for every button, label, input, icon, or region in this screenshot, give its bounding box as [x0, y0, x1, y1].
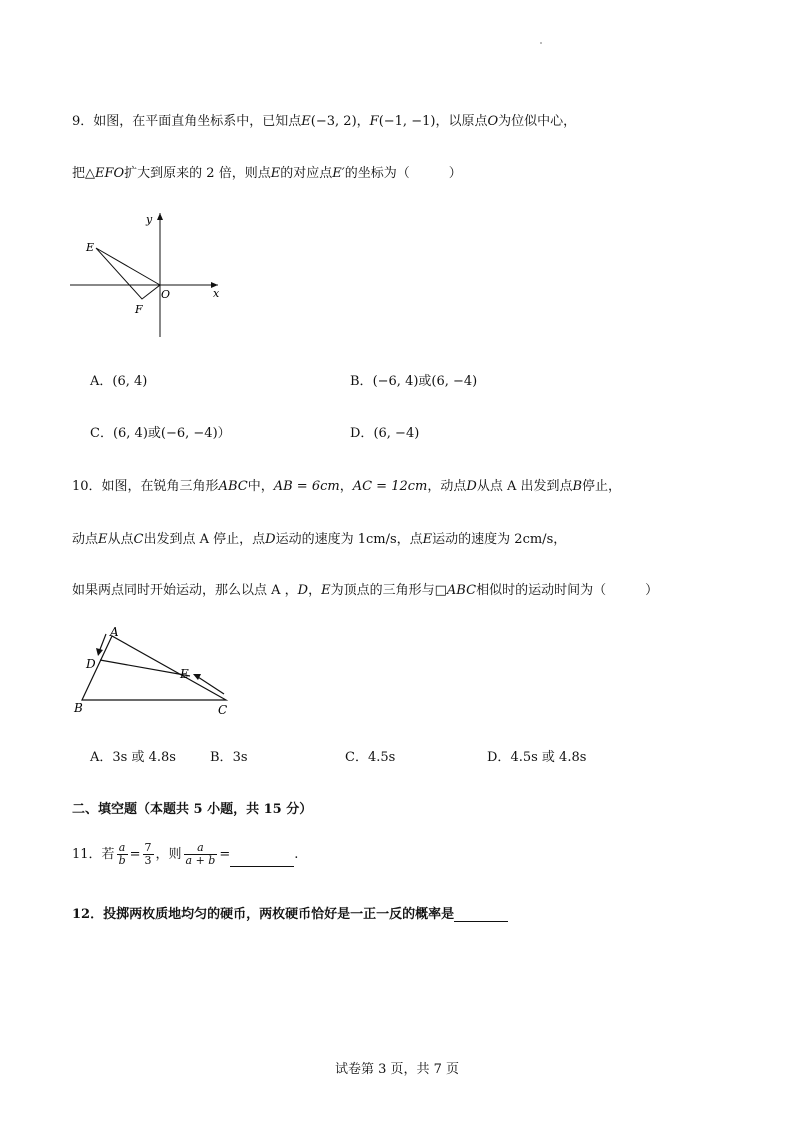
label-e: E [180, 667, 189, 681]
label-b: B [74, 701, 83, 715]
label-e: E [86, 241, 95, 254]
q9-line1: 9．如图，在平面直角坐标系中，已知点E(−3, 2)，F(−1, −1)，以原点O为位似中心， [72, 114, 577, 129]
fraction-a-apb: $\frac{a}{a + b}$ [185, 841, 216, 867]
q9-option-c[interactable]: C．(6, 4)或(−6, −4)） [90, 426, 231, 441]
page-footer: 试卷第 3 页，共 7 页 [334, 1062, 460, 1077]
label-d: D [86, 657, 96, 671]
q12-line: 12．投掷两枚质地均匀的硬币，两枚硬币恰好是一正一反的概率是 [72, 903, 508, 922]
q10-option-a[interactable]: A．3s 或 4.8s [90, 750, 176, 765]
q9-figure [70, 205, 230, 340]
fraction-a-b: $\frac{a}{b}$ [118, 841, 126, 867]
q9-option-d[interactable]: D．(6, −4) [350, 426, 420, 441]
q10-figure [72, 622, 242, 718]
label-o: O [161, 288, 171, 301]
segment-de [100, 660, 190, 676]
q9-line2: 把△EFO扩大到原来的 2 倍，则点E的对应点E′的坐标为（ ） [72, 166, 462, 181]
q9-option-b[interactable]: B．(−6, 4)或(6, −4) [350, 374, 478, 389]
fraction-7-3: $\frac{7}{3}$ [144, 841, 152, 867]
arrow-d-head [96, 648, 103, 656]
y-axis-arrow [157, 213, 163, 220]
q12-answer-blank[interactable] [454, 909, 508, 922]
q10-option-c[interactable]: C．4.5s [345, 750, 396, 765]
q10-line2: 动点E从点C出发到点 A 停止，点D运动的速度为 1cm/s，点E运动的速度为 2cm/s， [72, 532, 567, 547]
q11-line: 11．若 $\frac{a}{b}$ = $\frac{7}{3}$ ，则 $\frac{a}{a + b}$ = . [72, 841, 299, 867]
q11-answer-blank[interactable] [230, 854, 294, 867]
label-x: x [213, 287, 220, 300]
scan-dot [540, 42, 542, 44]
q10-line3: 如果两点同时开始运动，那么以点 A ，D，E为顶点的三角形与□ABC相似时的运动时间为（ ） [72, 583, 659, 598]
q9-option-a[interactable]: A．(6, 4) [90, 374, 148, 389]
label-f: F [135, 303, 143, 316]
label-c: C [218, 703, 228, 717]
label-a: A [110, 625, 119, 639]
arrow-e-head [193, 674, 201, 680]
label-y: y [146, 213, 153, 226]
q10-option-d[interactable]: D．4.5s 或 4.8s [487, 750, 587, 765]
triangle-efo [96, 248, 160, 299]
section-title: 二、填空题（本题共 5 小题，共 15 分） [72, 802, 313, 817]
triangle-abc [82, 636, 226, 700]
q10-option-b[interactable]: B．3s [210, 750, 248, 765]
q10-line1: 10．如图，在锐角三角形ABC中，AB = 6cm，AC = 12cm，动点D从点 A 出发到点B停止， [72, 479, 622, 494]
